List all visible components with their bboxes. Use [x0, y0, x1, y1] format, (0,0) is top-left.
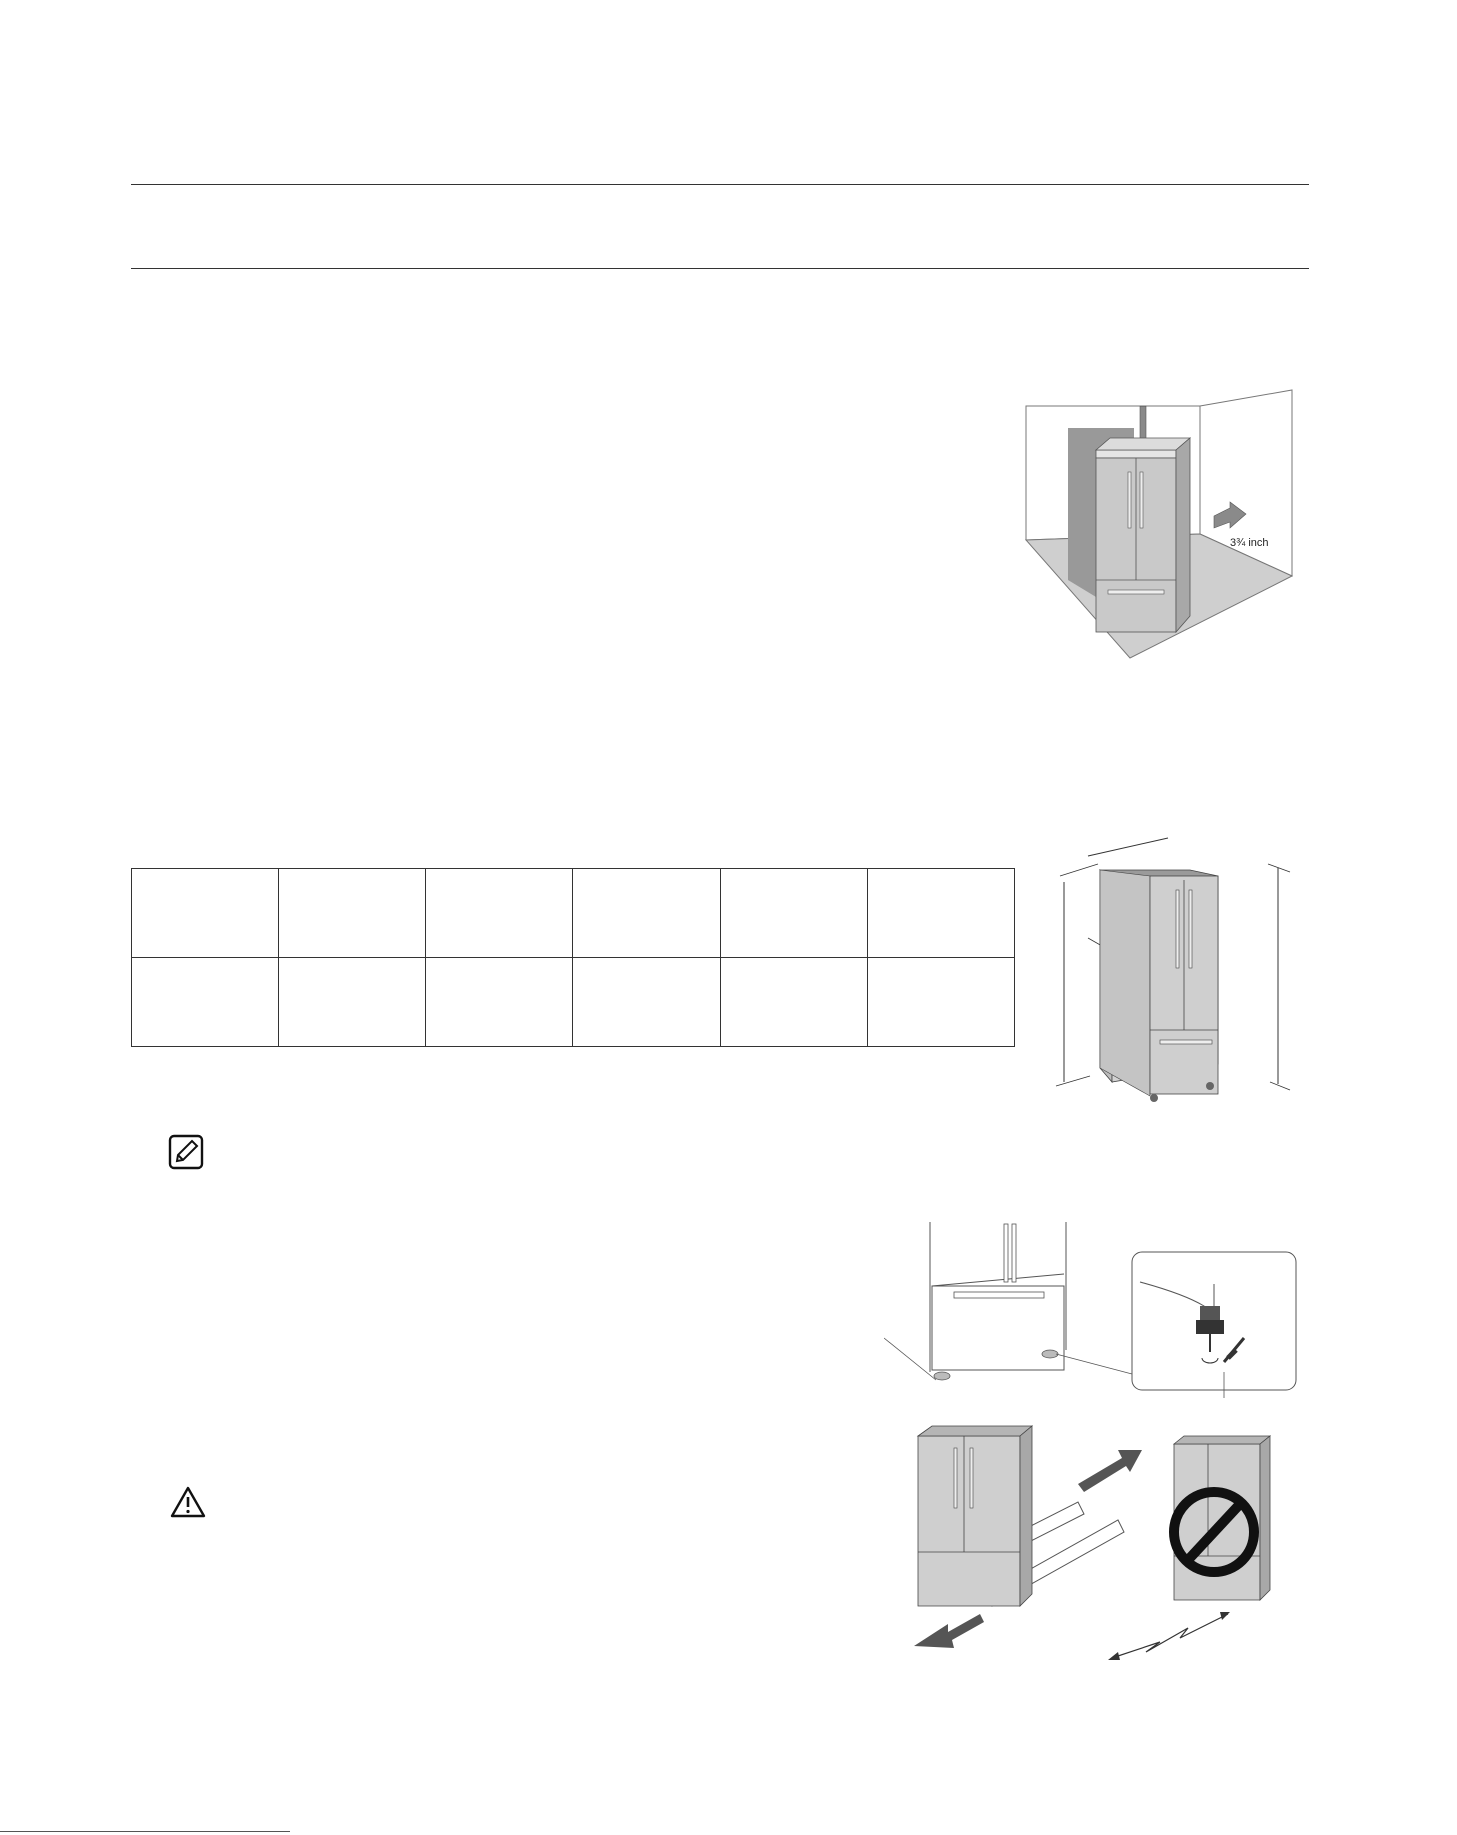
table-row: [132, 869, 1015, 958]
table-cell: [867, 958, 1014, 1047]
table-cell: [132, 869, 279, 958]
footer-rule: [0, 1831, 290, 1832]
table-cell: [867, 869, 1014, 958]
table-cell: [573, 958, 720, 1047]
leveling-illustration: [884, 1222, 1304, 1398]
table-cell: [279, 869, 426, 958]
table-cell: [720, 869, 867, 958]
header-rule-bottom: [131, 268, 1309, 269]
table-cell: [426, 869, 573, 958]
table-row: [132, 958, 1015, 1047]
table-cell: [279, 958, 426, 1047]
dimensions-illustration: [1050, 836, 1306, 1128]
caution-icon: [170, 1486, 206, 1518]
table-cell: [426, 958, 573, 1047]
table-cell: [720, 958, 867, 1047]
dimensions-table: [131, 868, 1015, 1047]
note-icon: [168, 1134, 204, 1170]
table-cell: [573, 869, 720, 958]
table-cell: [132, 958, 279, 1047]
clearance-label: 3¾ inch: [1230, 537, 1269, 549]
clearance-illustration: [1024, 380, 1300, 660]
moving-illustration: [908, 1424, 1283, 1664]
header-rule-top: [131, 184, 1309, 185]
